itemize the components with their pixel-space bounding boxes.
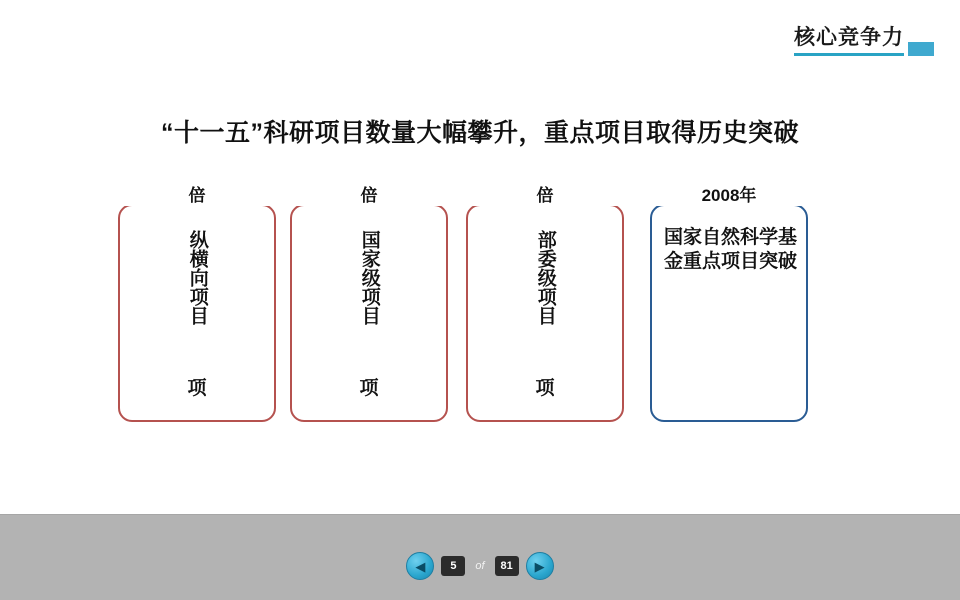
- stat-card-1: [118, 186, 276, 422]
- prev-slide-icon[interactable]: ◀: [406, 552, 434, 580]
- slide-header: [794, 26, 934, 56]
- stat-card-4-caption: 2008年: [650, 186, 808, 206]
- stat-card-3-caption: 倍: [466, 186, 624, 206]
- stat-card-2: [290, 186, 448, 422]
- stat-card-1-body: [118, 208, 276, 422]
- stat-card-2-unit: 项: [359, 378, 379, 399]
- page-title: “十一五”科研项目数量大幅攀升，重点项目取得历史突破: [160, 119, 799, 147]
- card-row: [118, 186, 808, 431]
- next-slide-icon[interactable]: ▶: [526, 552, 554, 580]
- stat-card-2-body: [290, 208, 448, 422]
- stat-card-3-label: 部委级项目: [534, 230, 556, 325]
- stat-card-2-label: 国家级项目: [358, 230, 380, 325]
- current-page-indicator[interactable]: 5: [441, 556, 465, 576]
- total-pages-indicator[interactable]: 81: [495, 556, 519, 576]
- stat-card-4-label: 国家自然科学基金重点项目突破: [664, 227, 798, 273]
- slide-footer: [0, 514, 960, 600]
- header-title: 核心竞争力: [794, 26, 904, 56]
- stat-card-1-unit: 项: [187, 378, 207, 399]
- stat-card-4: [650, 186, 808, 422]
- stat-card-3: [466, 186, 624, 422]
- stat-card-3-unit: 项: [535, 378, 555, 399]
- stat-card-1-label: 纵横向项目: [186, 230, 208, 325]
- of-label: of: [475, 560, 485, 572]
- header-accent-block: [908, 42, 934, 56]
- stat-card-2-caption: 倍: [290, 186, 448, 206]
- slide-navigation: [0, 552, 960, 580]
- stat-card-1-caption: 倍: [118, 186, 276, 206]
- stat-card-3-body: [466, 208, 624, 422]
